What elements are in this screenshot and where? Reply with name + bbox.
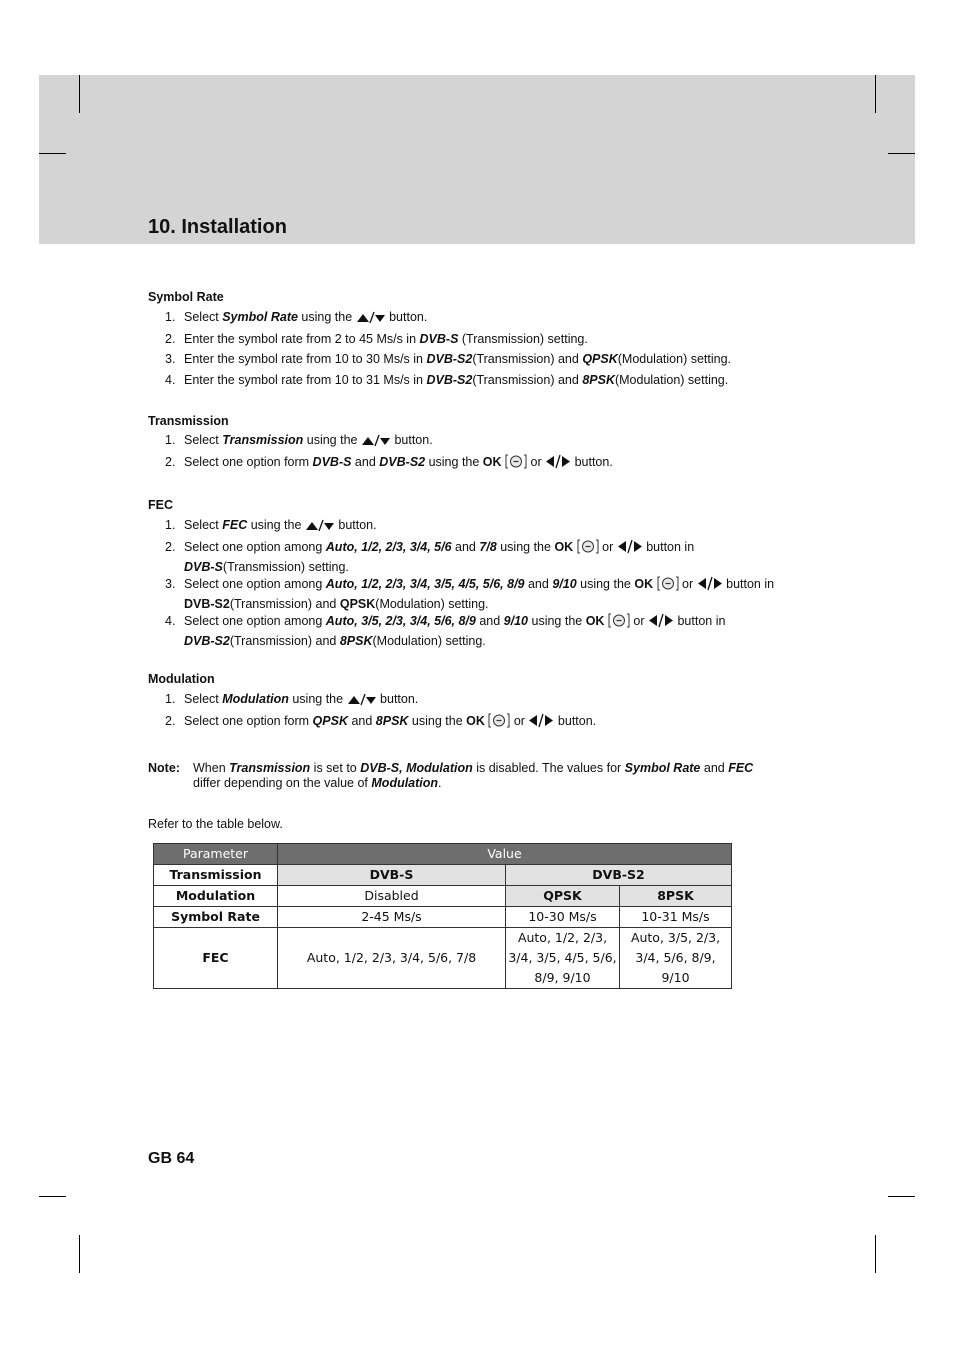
- text-run: .: [438, 776, 442, 790]
- list-number: 2.: [165, 714, 176, 728]
- text-run: DVB-S: [184, 560, 223, 574]
- text-run: Select one option form: [184, 455, 313, 469]
- text-run: using the: [425, 455, 483, 469]
- cell-sr-dvbs: 2-45 Ms/s: [278, 907, 506, 928]
- text-run: Auto, 1/2, 2/3, 3/4, 3/5, 4/5, 5/6, 8/9: [325, 577, 525, 591]
- text-run: button.: [376, 692, 419, 706]
- text-run: (Modulation) setting.: [372, 634, 486, 648]
- cell-sr-8psk: 10-31 Ms/s: [620, 907, 732, 928]
- text-run: Select: [184, 518, 223, 532]
- list-number: 2.: [165, 540, 176, 554]
- cell-fec-qpsk: Auto, 1/2, 2/3, 3/4, 3/5, 4/5, 5/6, 8/9, 9/10: [506, 928, 620, 989]
- up-down-arrow-icon: [361, 433, 391, 452]
- left-right-arrow-icon: [617, 539, 643, 559]
- text-run: DVB-S: [419, 332, 459, 346]
- cell-sr-qpsk: 10-30 Ms/s: [506, 907, 620, 928]
- text-run: button in: [674, 614, 726, 628]
- text-run: and: [700, 761, 729, 775]
- left-right-arrow-icon: [545, 454, 571, 474]
- text-run: OK: [482, 455, 502, 469]
- text-run: button.: [390, 433, 433, 447]
- list-text-continued: [165, 633, 805, 650]
- text-run: Transmission: [222, 433, 304, 447]
- list-text-continued: [165, 559, 805, 576]
- note-label: Note:: [148, 761, 180, 775]
- list-text: [184, 692, 418, 706]
- text-run: is set to: [310, 761, 361, 775]
- crop-mark: [888, 153, 915, 154]
- text-run: DVB-S2: [184, 597, 230, 611]
- cell-dvbs2: DVB-S2: [506, 865, 732, 886]
- section-title: Transmission: [148, 414, 229, 428]
- note-text: [193, 761, 793, 791]
- crop-mark: [79, 1235, 80, 1273]
- text-run: and: [475, 614, 504, 628]
- list-text-continued: [165, 596, 805, 613]
- text-run: Select one option among: [184, 577, 326, 591]
- page-number: GB 64: [148, 1150, 195, 1167]
- ok-button-icon: [657, 576, 679, 596]
- up-down-arrow-icon: [347, 692, 377, 711]
- text-run: Auto, 3/5, 2/3, 3/4, 5/6, 8/9: [325, 614, 476, 628]
- text-run: DVB-S, Modulation: [360, 761, 473, 775]
- text-run: or: [598, 540, 617, 554]
- list-number: 1.: [165, 433, 176, 447]
- crop-mark: [875, 75, 876, 113]
- ok-button-icon: [488, 713, 510, 733]
- list-text: [184, 433, 433, 447]
- text-run: (Transmission) setting.: [458, 332, 588, 346]
- list-item: [165, 576, 805, 613]
- text-run: Select one option among: [184, 540, 326, 554]
- text-run: 7/8: [479, 540, 497, 554]
- text-run: Modulation: [222, 692, 289, 706]
- left-right-arrow-icon: [697, 576, 723, 596]
- cell-8psk: 8PSK: [620, 886, 732, 907]
- text-run: FEC: [222, 518, 248, 532]
- text-run: Symbol Rate: [222, 310, 298, 324]
- crop-mark: [875, 1235, 876, 1273]
- table-row: [154, 928, 732, 989]
- list-number: 3.: [165, 577, 176, 591]
- up-down-arrow-icon: [356, 310, 386, 329]
- text-run: or: [629, 614, 648, 628]
- text-run: button.: [554, 714, 597, 728]
- text-run: Select: [184, 692, 223, 706]
- row-label-modulation: Modulation: [154, 886, 278, 907]
- up-down-arrow-icon: [305, 518, 335, 537]
- left-right-arrow-icon: [648, 613, 674, 633]
- crop-mark: [39, 153, 66, 154]
- list-item: [165, 613, 805, 650]
- text-run: Enter the symbol rate from 10 to 30 Ms/s in: [184, 352, 427, 366]
- text-run: Auto, 1/2, 2/3, 3/4, 5/6: [325, 540, 452, 554]
- table-row: [154, 907, 732, 928]
- text-run: using the: [303, 433, 361, 447]
- section-title: FEC: [148, 498, 173, 512]
- list-item: [165, 713, 805, 733]
- list-number: 4.: [165, 373, 176, 387]
- list-number: 1.: [165, 518, 176, 532]
- text-run: and: [451, 540, 480, 554]
- text-run: 8PSK: [339, 634, 373, 648]
- list-number: 2.: [165, 332, 176, 346]
- section-title: Modulation: [148, 672, 215, 686]
- text-run: Modulation: [371, 776, 439, 790]
- text-run: DVB-S2: [184, 634, 230, 648]
- text-run: using the: [408, 714, 467, 728]
- list-text: [184, 373, 728, 387]
- list-number: 4.: [165, 614, 176, 628]
- text-run: Enter the symbol rate from 10 to 31 Ms/s in: [184, 373, 427, 387]
- list-text: [184, 310, 427, 324]
- header-parameter: Parameter: [154, 844, 278, 865]
- text-run: (Modulation) setting.: [375, 597, 489, 611]
- list-text: [184, 352, 731, 366]
- row-label-symbol-rate: Symbol Rate: [154, 907, 278, 928]
- text-run: (Transmission) setting.: [222, 560, 349, 574]
- list-text: [184, 518, 377, 532]
- list-number: 1.: [165, 692, 176, 706]
- text-run: using the: [247, 518, 305, 532]
- list-item: [165, 331, 805, 348]
- crop-mark: [888, 1196, 915, 1197]
- list-item: [165, 517, 805, 537]
- cell-fec-dvbs: Auto, 1/2, 2/3, 3/4, 5/6, 7/8: [278, 928, 506, 989]
- text-run: Symbol Rate: [624, 761, 701, 775]
- text-run: (Transmission) and: [229, 634, 340, 648]
- cell-mod-dvbs: Disabled: [278, 886, 506, 907]
- text-run: When: [193, 761, 230, 775]
- text-run: button in: [722, 577, 775, 591]
- text-run: 9/10: [503, 614, 529, 628]
- text-run: and: [351, 455, 380, 469]
- text-run: (Modulation) setting.: [614, 373, 729, 387]
- text-run: (Transmission) and: [472, 373, 583, 387]
- list-number: 3.: [165, 352, 176, 366]
- left-right-arrow-icon: [528, 713, 554, 733]
- list-item: [165, 691, 805, 711]
- text-run: button.: [385, 310, 428, 324]
- text-run: DVB-S: [312, 455, 352, 469]
- crop-mark: [39, 1196, 66, 1197]
- text-run: or: [527, 455, 546, 469]
- parameter-table: [153, 843, 732, 989]
- list-text: [184, 714, 596, 728]
- list-text: [184, 577, 774, 591]
- text-run: (Transmission) and: [229, 597, 340, 611]
- refer-text: Refer to the table below.: [148, 817, 283, 831]
- text-run: button.: [334, 518, 377, 532]
- row-label-fec: FEC: [154, 928, 278, 989]
- list-text: [184, 614, 725, 628]
- text-run: using the: [496, 540, 555, 554]
- list-text: [184, 540, 694, 554]
- text-run: Select: [184, 310, 223, 324]
- text-run: button in: [642, 540, 695, 554]
- text-run: Enter the symbol rate from 2 to 45 Ms/s in: [184, 332, 420, 346]
- list-item: [165, 309, 805, 329]
- text-run: and: [347, 714, 376, 728]
- text-run: Select: [184, 433, 223, 447]
- table-header-row: [154, 844, 732, 865]
- row-label-transmission: Transmission: [154, 865, 278, 886]
- text-run: DVB-S2: [426, 352, 473, 366]
- section-title: Symbol Rate: [148, 290, 224, 304]
- text-run: differ depending on the value of: [193, 776, 372, 790]
- text-run: using the: [297, 310, 356, 324]
- text-run: QPSK: [582, 352, 618, 366]
- list-number: 2.: [165, 455, 176, 469]
- cell-fec-8psk: Auto, 3/5, 2/3, 3/4, 5/6, 8/9, 9/10: [620, 928, 732, 989]
- list-item: [165, 432, 805, 452]
- text-run: Transmission: [229, 761, 311, 775]
- text-run: Select one option form: [184, 714, 313, 728]
- text-run: OK: [554, 540, 574, 554]
- text-run: 9/10: [552, 577, 577, 591]
- text-run: is disabled. The values for: [472, 761, 625, 775]
- text-run: FEC: [728, 761, 754, 775]
- text-run: OK: [634, 577, 654, 591]
- text-run: using the: [576, 577, 635, 591]
- text-run: OK: [585, 614, 605, 628]
- ok-button-icon: [577, 539, 599, 559]
- text-run: QPSK: [312, 714, 348, 728]
- text-run: using the: [528, 614, 586, 628]
- page-title: 10. Installation: [148, 216, 287, 238]
- crop-mark: [79, 75, 80, 113]
- text-run: (Modulation) setting.: [617, 352, 732, 366]
- list-item: [165, 454, 805, 474]
- text-run: using the: [288, 692, 347, 706]
- ok-button-icon: [505, 454, 527, 474]
- text-run: OK: [466, 714, 485, 728]
- cell-dvbs: DVB-S: [278, 865, 506, 886]
- text-run: 8PSK: [375, 714, 409, 728]
- text-run: DVB-S2: [379, 455, 426, 469]
- cell-qpsk: QPSK: [506, 886, 620, 907]
- text-run: Select one option among: [184, 614, 326, 628]
- text-run: or: [678, 577, 697, 591]
- text-run: DVB-S2: [426, 373, 473, 387]
- text-run: button.: [571, 455, 613, 469]
- text-run: 8PSK: [582, 373, 615, 387]
- table-row: [154, 886, 732, 907]
- list-item: [165, 372, 805, 389]
- list-text: [184, 455, 613, 469]
- list-item: [165, 539, 805, 576]
- text-run: QPSK: [339, 597, 376, 611]
- ok-button-icon: [608, 613, 630, 633]
- text-run: (Transmission) and: [472, 352, 583, 366]
- text-run: or: [510, 714, 529, 728]
- list-text: [184, 332, 588, 346]
- list-item: [165, 351, 805, 368]
- list-number: 1.: [165, 310, 176, 324]
- text-run: and: [524, 577, 553, 591]
- table-row: [154, 865, 732, 886]
- header-value: Value: [278, 844, 732, 865]
